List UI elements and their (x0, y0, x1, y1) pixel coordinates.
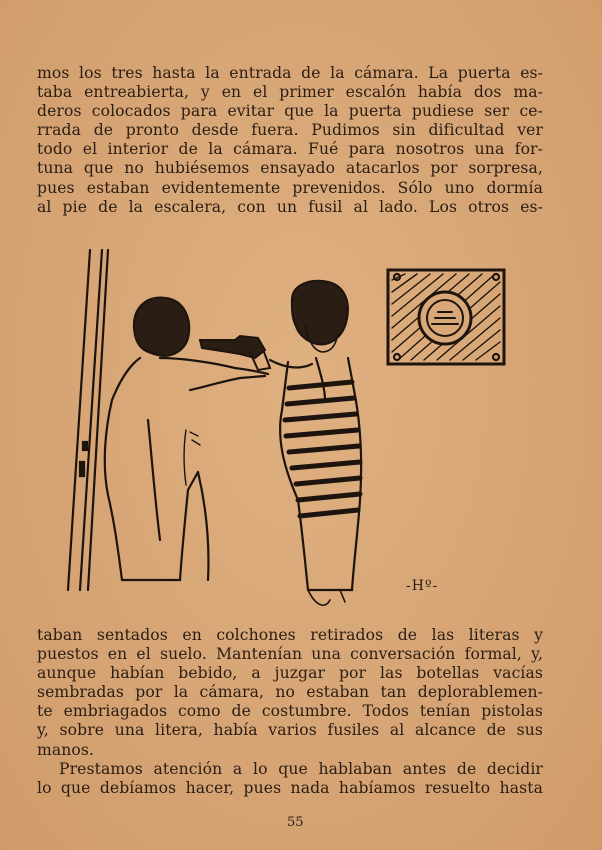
text-line: al pie de la escalera, con un fusil al lado. Los otros es- (37, 197, 543, 216)
text-line: te embriagados como de costumbre. Todos tenían pistolas (37, 702, 543, 721)
illustration (60, 240, 530, 615)
text-line: mos los tres hasta la entrada de la cámara. La puerta es- (37, 64, 543, 82)
paragraph-top (37, 64, 543, 217)
text-line: deros colocados para evitar que la puerta pudiese ser ce- (37, 102, 543, 121)
text-line: taba entreabierta, y en el primer escalón había dos ma- (37, 83, 543, 102)
text-line: y, sobre una litera, había varios fusiles al alcance de sus (37, 721, 543, 740)
page-number: 55 (287, 815, 304, 830)
striped-man-figure (270, 281, 361, 605)
text-line: manos. (37, 740, 95, 759)
text-line: lo que debíamos hacer, pues nada habíamos resuelto hasta (37, 778, 543, 797)
paragraph-bottom (37, 626, 543, 798)
door-icon (68, 250, 108, 590)
text-line: puestos en el suelo. Mantenían una conversación formal, y, (37, 645, 543, 664)
illustration-signature: -Hº- (406, 578, 439, 594)
text-line: rrada de pronto desde fuera. Pudimos sin dificultad ver (37, 121, 543, 140)
text-line: sembradas por la cámara, no estaban tan deplorablemen- (37, 683, 543, 702)
text-line: aunque habían bebido, a juzgar por las botellas vacías (37, 664, 543, 683)
text-line: pues estaban evidentemente prevenidos. Sólo uno dormía (37, 178, 543, 197)
text-line: todo el interior de la cámara. Fué para nosotros una for- (37, 140, 543, 159)
framed-picture-icon (388, 270, 504, 364)
text-line: taban sentados en colchones retirados de las literas y (37, 626, 543, 644)
text-line: tuna que no hubiésemos ensayado atacarlos por sorpresa, (37, 159, 543, 178)
revolver-icon (200, 336, 270, 370)
text-line: Prestamos atención a lo que hablaban antes de decidir (59, 759, 543, 778)
